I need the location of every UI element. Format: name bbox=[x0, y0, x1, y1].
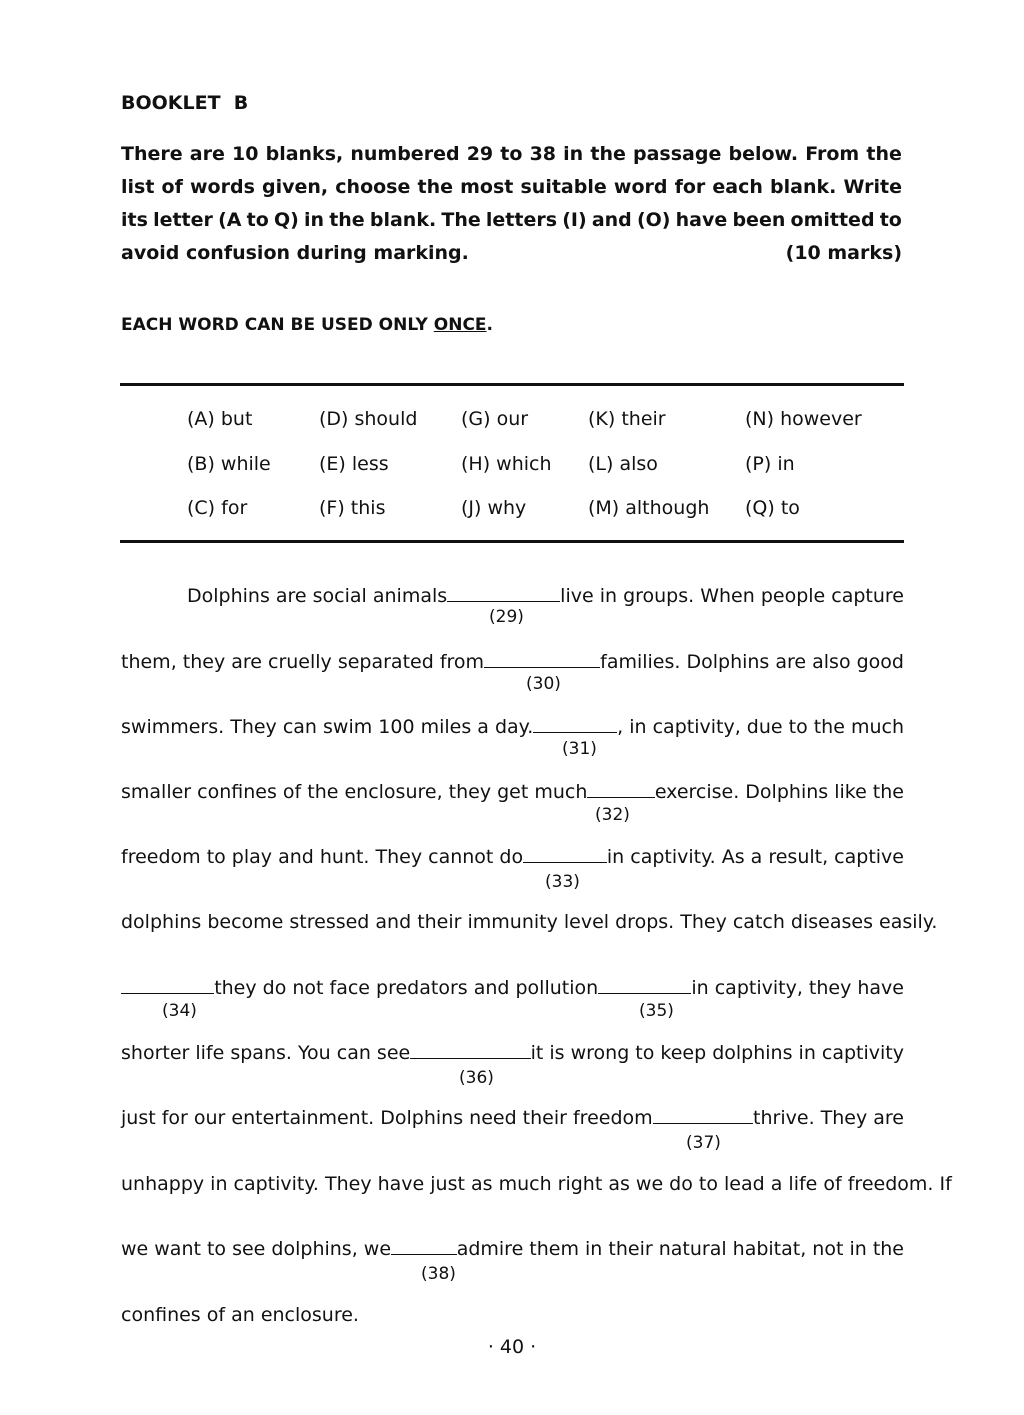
word-option: (K) their bbox=[588, 408, 666, 430]
instruction-word: words bbox=[190, 176, 255, 198]
word-option: (J) why bbox=[461, 497, 527, 519]
passage-line-10 bbox=[121, 1173, 952, 1195]
blank-number-37: (37) bbox=[686, 1133, 721, 1153]
instruction-word: blanks, bbox=[265, 143, 344, 165]
once-notice bbox=[121, 315, 493, 335]
instruction-word: letters bbox=[485, 209, 558, 231]
passage-text: dolphins become stressed and their immunity level drops. They catch diseases easily. bbox=[121, 911, 938, 933]
instruction-word: the bbox=[866, 143, 902, 165]
word-option: (C) for bbox=[187, 497, 248, 519]
word-option: (H) which bbox=[461, 453, 552, 475]
passage-line-4 bbox=[121, 781, 904, 803]
instruction-word: for bbox=[674, 176, 706, 198]
blank-34[interactable] bbox=[121, 992, 214, 994]
instruction-word: below. bbox=[728, 143, 799, 165]
blank-29[interactable] bbox=[447, 600, 560, 602]
instructions bbox=[121, 138, 902, 270]
instruction-word: Write bbox=[843, 176, 902, 198]
passage-text-b: in captivity, they have bbox=[691, 977, 904, 999]
passage-line-9 bbox=[121, 1107, 904, 1129]
word-option: (P) in bbox=[745, 453, 795, 475]
instruction-word: in bbox=[303, 209, 325, 231]
word-option: (A) but bbox=[187, 408, 253, 430]
passage-text-b: admire them in their natural habitat, not in the bbox=[456, 1238, 904, 1260]
instruction-word: omitted bbox=[790, 209, 875, 231]
instruction-word: in bbox=[563, 143, 584, 165]
instruction-word: passage bbox=[633, 143, 722, 165]
instruction-word: 38 bbox=[529, 143, 557, 165]
passage-text-b: thrive. They are bbox=[753, 1107, 904, 1129]
passage-text-a: them, they are cruelly separated from bbox=[121, 651, 485, 673]
instruction-line-4 bbox=[121, 237, 902, 270]
passage-line-12 bbox=[121, 1304, 904, 1326]
instruction-word: the bbox=[417, 176, 453, 198]
instruction-word: blank. bbox=[770, 176, 837, 198]
blank-31[interactable] bbox=[533, 731, 617, 733]
word-option: (D) should bbox=[319, 408, 418, 430]
word-option: (G) our bbox=[461, 408, 529, 430]
word-option: (M) although bbox=[588, 497, 710, 519]
blank-number-30: (30) bbox=[526, 674, 561, 694]
instruction-word: have bbox=[675, 209, 728, 231]
blank-35[interactable] bbox=[598, 992, 691, 994]
blank-number-32: (32) bbox=[595, 805, 630, 825]
instruction-word: choose bbox=[335, 176, 411, 198]
passage-text-a: shorter life spans. You can see bbox=[121, 1042, 411, 1064]
instruction-word: (O) bbox=[636, 209, 671, 231]
blank-number-31: (31) bbox=[562, 739, 597, 759]
passage-text-a: freedom to play and hunt. They cannot do bbox=[121, 846, 524, 868]
passage-line-1 bbox=[121, 585, 904, 607]
instruction-word: 10 bbox=[232, 143, 259, 165]
blank-36[interactable] bbox=[410, 1057, 530, 1059]
word-option: (Q) to bbox=[745, 497, 800, 519]
page-number: · 40 · bbox=[487, 1336, 537, 1358]
instruction-word: numbered bbox=[350, 143, 460, 165]
blank-number-36: (36) bbox=[459, 1068, 494, 1088]
instruction-word: blank. bbox=[369, 209, 437, 231]
passage-text: confines of an enclosure. bbox=[121, 1304, 359, 1326]
passage-line-8 bbox=[121, 1042, 904, 1064]
passage-line-3 bbox=[121, 716, 904, 738]
once-prefix: EACH WORD CAN BE USED ONLY bbox=[121, 315, 434, 335]
instruction-word: to bbox=[879, 209, 902, 231]
blank-number-34: (34) bbox=[162, 1001, 197, 1021]
instruction-word: to bbox=[246, 209, 269, 231]
marks-label: (10 marks) bbox=[785, 242, 902, 264]
instruction-word: given, bbox=[262, 176, 329, 198]
word-option: (L) also bbox=[588, 453, 658, 475]
instruction-word: 29 bbox=[466, 143, 494, 165]
blank-number-29: (29) bbox=[489, 607, 524, 627]
instruction-word: Q) bbox=[273, 209, 299, 231]
passage-line-7 bbox=[121, 977, 904, 999]
instruction-word: been bbox=[732, 209, 786, 231]
once-word: ONCE bbox=[433, 315, 487, 335]
word-bank-top-rule bbox=[120, 383, 904, 386]
instruction-word: the bbox=[329, 209, 365, 231]
instruction-word: list bbox=[121, 176, 155, 198]
blank-38[interactable] bbox=[391, 1253, 457, 1255]
blank-37[interactable] bbox=[653, 1122, 753, 1124]
instruction-word: its bbox=[121, 209, 148, 231]
instruction-word: The bbox=[441, 209, 481, 231]
instruction-text: avoid confusion during marking. bbox=[121, 242, 469, 264]
instruction-word: letter bbox=[153, 209, 213, 231]
passage-line-11 bbox=[121, 1238, 904, 1260]
instruction-word: (A bbox=[218, 209, 242, 231]
passage-text-a: just for our entertainment. Dolphins need their freedom bbox=[121, 1107, 653, 1129]
instruction-word: each bbox=[712, 176, 763, 198]
instruction-word: suitable bbox=[520, 176, 607, 198]
passage-text-b: in captivity. As a result, captive bbox=[606, 846, 904, 868]
passage-text-a: Dolphins are social animals bbox=[187, 585, 448, 607]
passage-text-a: smaller confines of the enclosure, they get much bbox=[121, 781, 588, 803]
blank-number-35: (35) bbox=[639, 1001, 674, 1021]
passage-text-a: swimmers. They can swim 100 miles a day. bbox=[121, 716, 534, 738]
instruction-word: (I) bbox=[562, 209, 587, 231]
passage-text-b: families. Dolphins are also good bbox=[600, 651, 904, 673]
passage-text-b: live in groups. When people capture bbox=[560, 585, 904, 607]
blank-number-38: (38) bbox=[421, 1264, 456, 1284]
passage-line-5 bbox=[121, 846, 904, 868]
once-suffix: . bbox=[486, 315, 494, 335]
passage-text bbox=[121, 585, 447, 607]
passage-text-b: , in captivity, due to the much bbox=[617, 716, 904, 738]
passage-line-6 bbox=[121, 911, 938, 933]
instruction-word: From bbox=[805, 143, 860, 165]
instruction-word: There bbox=[121, 143, 183, 165]
blank-32[interactable] bbox=[587, 796, 654, 798]
instruction-word: the bbox=[590, 143, 626, 165]
instruction-word: and bbox=[591, 209, 632, 231]
word-bank-bottom-rule bbox=[120, 540, 904, 543]
instruction-word: are bbox=[189, 143, 225, 165]
word-option: (E) less bbox=[319, 453, 389, 475]
booklet-heading: BOOKLET B bbox=[121, 92, 249, 114]
blank-33[interactable] bbox=[523, 861, 607, 863]
blank-30[interactable] bbox=[484, 666, 600, 668]
word-option: (F) this bbox=[319, 497, 386, 519]
instruction-line-3 bbox=[121, 204, 902, 237]
instruction-word: to bbox=[500, 143, 523, 165]
word-option: (B) while bbox=[187, 453, 271, 475]
passage-line-2 bbox=[121, 651, 904, 673]
instruction-word: of bbox=[161, 176, 183, 198]
passage-text-a: they do not face predators and pollution bbox=[214, 977, 599, 999]
blank-number-33: (33) bbox=[545, 872, 580, 892]
passage-text-b: it is wrong to keep dolphins in captivity bbox=[530, 1042, 904, 1064]
instruction-word: most bbox=[460, 176, 514, 198]
instruction-line-2 bbox=[121, 171, 902, 204]
passage-text-b: exercise. Dolphins like the bbox=[654, 781, 904, 803]
passage-text: unhappy in captivity. They have just as much right as we do to lead a life of freedom. If bbox=[121, 1173, 952, 1195]
instruction-word: word bbox=[613, 176, 668, 198]
passage-text-a: we want to see dolphins, we bbox=[121, 1238, 392, 1260]
instruction-line-1 bbox=[121, 138, 902, 171]
word-option: (N) however bbox=[745, 408, 862, 430]
